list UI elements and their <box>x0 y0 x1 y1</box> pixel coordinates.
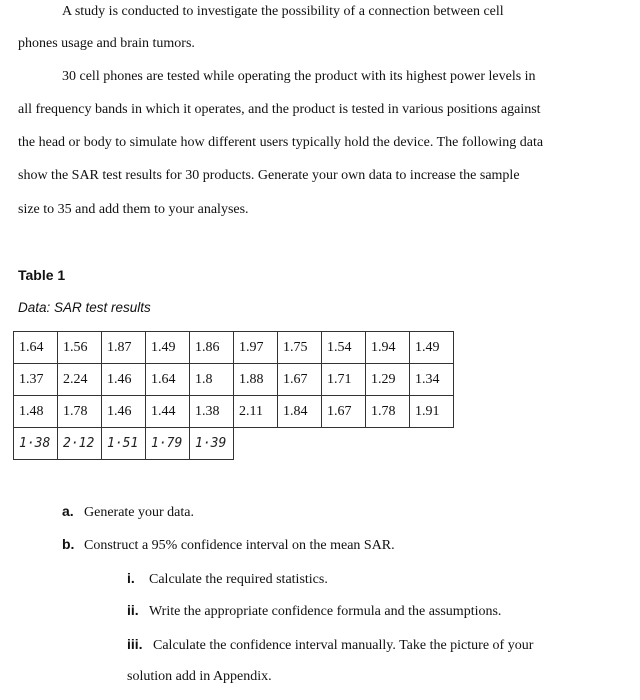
table-cell: 1.46 <box>102 396 146 428</box>
empty-cell <box>234 428 278 460</box>
question-a <box>62 503 194 521</box>
question-b-iii-continuation: solution add in Appendix. <box>127 669 272 684</box>
question-a-text: Generate your data. <box>84 505 194 520</box>
table-caption: Data: SAR test results <box>18 300 151 315</box>
question-a-label: a. <box>62 503 74 519</box>
table-cell: 1.49 <box>146 332 190 364</box>
question-b-ii-text: Write the appropriate confidence formula and the assumptions. <box>149 604 502 619</box>
table-cell: 1.87 <box>102 332 146 364</box>
table-cell: 1.64 <box>146 364 190 396</box>
handwritten-cell: 1·38 <box>14 428 58 460</box>
table-title: Table 1 <box>18 267 66 283</box>
table-cell: 1.54 <box>322 332 366 364</box>
question-b <box>62 536 395 554</box>
table-cell: 1.71 <box>322 364 366 396</box>
table-cell: 1.29 <box>366 364 410 396</box>
table-row <box>14 332 454 364</box>
table-cell: 1.37 <box>14 364 58 396</box>
handwritten-cell: 2·12 <box>58 428 102 460</box>
table-cell: 1.78 <box>58 396 102 428</box>
table-cell: 1.67 <box>278 364 322 396</box>
table-cell: 1.97 <box>234 332 278 364</box>
question-b-ii-label: ii. <box>127 602 139 618</box>
intro-paragraph-1-line-2: phones usage and brain tumors. <box>18 36 195 51</box>
intro-paragraph-1-line-1: A study is conducted to investigate the possibility of a connection between cell <box>62 4 504 19</box>
table-cell: 1.34 <box>410 364 454 396</box>
table-cell: 1.48 <box>14 396 58 428</box>
table-row <box>14 364 454 396</box>
table-cell: 1.46 <box>102 364 146 396</box>
table-cell: 2.11 <box>234 396 278 428</box>
question-b-iii-label: iii. <box>127 636 143 652</box>
handwritten-table-row <box>14 428 454 460</box>
table-cell: 1.88 <box>234 364 278 396</box>
question-b-text: Construct a 95% confidence interval on the mean SAR. <box>84 538 395 553</box>
table-cell: 1.56 <box>58 332 102 364</box>
table-cell: 1.44 <box>146 396 190 428</box>
table-cell: 1.49 <box>410 332 454 364</box>
intro-paragraph-2-line-3: the head or body to simulate how different users typically hold the device. The following data <box>18 135 544 150</box>
empty-cell <box>322 428 366 460</box>
intro-paragraph-2-line-1: 30 cell phones are tested while operating the product with its highest power levels in <box>62 69 536 84</box>
handwritten-cell: 1·39 <box>190 428 234 460</box>
table-cell: 1.38 <box>190 396 234 428</box>
table-cell: 1.86 <box>190 332 234 364</box>
table-cell: 1.64 <box>14 332 58 364</box>
empty-cell <box>366 428 410 460</box>
table-cell: 1.67 <box>322 396 366 428</box>
question-b-ii <box>127 602 501 620</box>
table-row <box>14 396 454 428</box>
question-b-i-label: i. <box>127 570 135 586</box>
question-b-iii-text: Calculate the confidence interval manually. Take the picture of your <box>153 638 534 653</box>
question-b-i <box>127 570 328 588</box>
table-cell: 1.8 <box>190 364 234 396</box>
question-b-i-text: Calculate the required statistics. <box>149 572 328 587</box>
sar-data-table <box>13 331 454 460</box>
question-b-label: b. <box>62 536 75 552</box>
table-cell: 1.78 <box>366 396 410 428</box>
intro-paragraph-2-line-4: show the SAR test results for 30 products. Generate your own data to increase the sample <box>18 168 520 183</box>
intro-paragraph-2-line-5: size to 35 and add them to your analyses. <box>18 202 249 217</box>
empty-cell <box>278 428 322 460</box>
table-cell: 1.94 <box>366 332 410 364</box>
handwritten-cell: 1·79 <box>146 428 190 460</box>
table-cell: 2.24 <box>58 364 102 396</box>
question-b-iii <box>127 636 533 654</box>
handwritten-cell: 1·51 <box>102 428 146 460</box>
table-cell: 1.84 <box>278 396 322 428</box>
table-cell: 1.75 <box>278 332 322 364</box>
table-cell: 1.91 <box>410 396 454 428</box>
empty-cell <box>410 428 454 460</box>
intro-paragraph-2-line-2: all frequency bands in which it operates, and the product is tested in various positions against <box>18 102 541 117</box>
